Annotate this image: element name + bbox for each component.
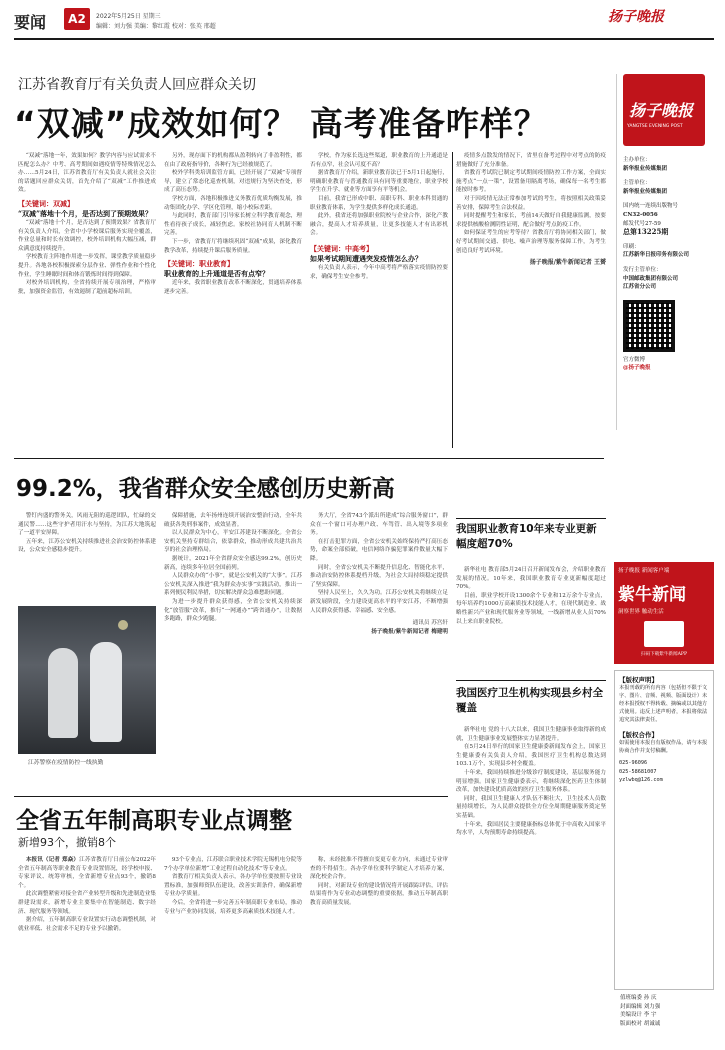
header-rule [14,38,714,40]
distributor-label: 发行主管单位： [623,266,662,273]
org-name: 新华报业传媒集团 [623,188,668,195]
logo-text: 扬子晚报 [629,101,694,120]
notice-tel[interactable]: 025-96096 [619,760,648,766]
story1-question-1: “双减”落地十个月，是否达到了预期效果？ [18,208,153,218]
story1-column-4: 疫情多点散发的情况下，省里在备考过程中对考点的防疫措施做好了充分准备。 省教育考试院已制定考试期间疫情防控工作方案，全面实施考点“一点一策”，设置备用隔离考场，确保每一名考生都能按时参考。 对于因疫情无法正常参加考试的考生，将按照相关政策妥善安排，保障考生合法权益。 同时提醒考生和家长，考前14天做好自我健康监测，按要求提供核酸检测阴性证明，配合做好考点防疫工作。 如何保证考生的应考等待？省教育厅将协同相关部门，做好考试期间交通、供电、噪声治理等服务保障工作，为考生创造良好考试环境。 扬子晚报/紫牛新闻记者 王赟 [456,153,606,267]
qr-code[interactable] [623,300,675,352]
story1-question-2: 职业教育的上升通道是否有点窄？ [164,269,269,279]
story3-headline: 我国职业教育10年来专业更新幅度超70% [456,523,597,550]
story2-byline: 扬子晚报/紫牛新闻记者 梅建明 [371,628,448,635]
story5-headline: 全省五年制高职专业点调整 [16,808,292,834]
notice-box [614,670,714,990]
post-code: 邮发代号27-59 [623,220,661,227]
story1-subhead-1: 【关键词：双减】 [18,198,74,208]
story4-body: 新华社电 党的十八大以来，我国卫生健康事业取得新的成就，卫生健康事业发展整体实力显著提升。 在5月24日举行的国家卫生健康委新闻发布会上，国家卫生健康委有关负责人介绍，我国医疗卫生机构总数达到103.1万个，实现县乡村全覆盖。 十年来，我国持续推进分级诊疗制度建设，基层服务能力明显增强。国家卫生健康委表示，将继续深化医药卫生体制改革，加快建设优质高效的医疗卫生服务体系。 同时，我国卫生健康人才队伍不断壮大，卫生技术人员数量持续增长，为人民群众提供全方位全周期健康服务奠定坚实基础。 十年来，我国居民主要健康指标总体优于中高收入国家平均水平，人均预期寿命持续提高。 [456,727,606,837]
story1-lead: “双减”落地一年，效果如何？教学内容与应试需求不匹配怎么办？中考、高考期间如遇疫情等特殊情况怎么办……5月24日，江苏省教育厅有关负责人就社会关注的话题回应群众关切，首先介绍了“双减”工作推进成效。 [18,153,156,194]
page-number-badge [64,8,90,30]
photo-figure-left [48,648,78,738]
column-divider-right [452,152,453,448]
story4-top-rule [456,680,606,681]
story3-top-rule [456,518,606,519]
story1-column-1: “双减”落地一年，效果如何？教学内容与应试需求不匹配怎么办？中考、高考期间如遇疫情等特殊情况怎么办……5月24日，江苏省教育厅有关负责人就社会关注的话题回应群众关切，首先介绍了“双减”工作推进成效。 【关键词：双减】 “双减”落地十个月，是否达到了预期效果？ “双减”落地十个月，是否达到了预期效果？省教育厅有关负责人介绍，全省中小学校课后服务实现全覆盖，作业总量和时长有效调控，校外培训机构大幅压减，群众满意度持续提升。 学校教育主阵地作用进一步发挥，课堂教学质量稳步提升。各地各校积极探索分层作业、弹性作业和个性化作业，学生睡眠时间和体育锻炼时间得到保障。 对校外培训机构，全省持续开展专项治理，严格审批，加强资金监管，有效遏制了超前超标培训。 [18,153,156,295]
printer-name: 江苏新华日报印务有限公司 [623,252,690,259]
story2-photo [18,606,156,754]
staff-item-4: 版面校对 胡诚诚 [620,1020,661,1027]
app-ad-slogan: 洞察世界 触动生活 [618,609,664,615]
page-number: A2 [68,12,86,26]
story4-headline: 我国医疗卫生机构实现县乡村全覆盖 [456,687,603,714]
app-ad-title: 紫牛新闻 [618,585,686,605]
page-header [14,4,714,40]
notice-text-1: 本报刊载的所有内容（包括但不限于文字、图片、音频、视频、版面设计）未经本报授权不得转载、摘编或以其他方式使用。违反上述声明者，本报将依法追究其法律责任。 [619,685,708,723]
story2-column-3: 务大厅，全省743个派出所建成“综合服务窗口”，群众在一个窗口可办理户政、车驾管、出入境等多项业务。 在打击犯罪方面，全省公安机关始终保持严打高压态势，命案全部侦破，电信网络诈骗犯罪案件数量大幅下降。 同时，全省公安机关不断提升信息化、智能化水平，推动治安防控体系提档升级，为社会大局持续稳定提供了坚实保障。 坚持人民至上，久久为功。江苏公安机关将继续立足新发展阶段，全力建设更高水平的平安江苏，不断增强人民群众获得感、幸福感、安全感。 通讯员 苏宫轩 扬子晚报/紫牛新闻记者 梅建明 [310,513,448,635]
photo-light [118,620,128,630]
sponsor-name: 新华报业传媒集团 [623,165,668,172]
section-rule-1 [14,458,604,459]
staff-item-2: 封面编辑 刘力强 [620,1003,661,1010]
sponsor-label: 主办单位： [623,157,651,163]
app-ad-top: 扬子晚报 新闻客户端 [618,568,670,574]
logo-text-en: YANGTSE EVENING POST [627,124,683,129]
story2-reporter: 通讯员 苏宫轩 [412,620,448,627]
story2-photo-caption: 江苏警察在疫情防控一线执勤 [28,760,104,766]
story3-body: 新华社电 教育部5月24日召开新闻发布会，介绍职业教育发展的情况。10年来，我国职业教育专业更新幅度超过70%。 目前，职业学校开设1300余个专业和12万余个专业点，每年培养约1000万高素质技术技能人才，在现代制造业、战略性新兴产业和现代服务业等领域，一线新增从业人员70%以上来自职业院校。 [456,567,606,625]
story1-question-3: 如果考试期间遭遇突发疫情怎么办？ [310,253,422,263]
app-ad-bottom: 扫码下载紫牛新闻APP [640,652,688,657]
story2-headline: 99.2%，我省群众安全感创历史新高 [16,476,395,502]
story1-subhead-2: 【关键词：职业教育】 [164,259,234,269]
notice-fax[interactable]: 025-58681007 [619,768,657,775]
story1-kicker: 江苏省教育厅有关负责人回应群众关切 [18,77,256,93]
notice-title-1: 【版权声明】 [619,676,658,684]
app-ad[interactable] [614,562,714,664]
photo-figure-right [90,642,122,742]
logo-mark [623,74,705,146]
story1-subhead-3: 【关键词：中高考】 [310,243,373,253]
story1-byline: 扬子晚报/紫牛新闻记者 王赟 [529,259,606,267]
distributor-name-2: 江苏省分公司 [623,284,657,291]
weibo-handle[interactable]: @扬子晚报 [623,365,651,372]
story5-byline: 本报讯（记者 郑焱） [25,857,80,863]
story5-column-1: 本报讯（记者 郑焱）江苏省教育厅日前公布2022年全省五年制高等职业教育专业设置情况，经学校申报、专家评议、统筹审核，全省新增专业点93个，撤销8个。 此次调整紧密对接全省产业转型升级和先进制造业集群建设需求，新增专业主要集中在智能制造、数字经济、现代服务等领域。 据介绍，五年制高职专业设置实行动态调整机制，对就业率低、社会需求不足的专业予以撤销。 [18,857,156,932]
notice-title-2: 【版权合作】 [619,731,658,739]
story1-column-3: 学校，作为家长选这些渠道，职业教育的上升通道是否有点窄，社会认可度不高？ 据省教育厅介绍，新职业教育法已于5月1日起施行，明确职业教育与普通教育具有同等重要地位，职业学校学生在升学、就业等方面享有平等机会。 目前，我省已形成中职、高职专科、职业本科贯通的职业教育体系，为学生提供多样化成长通道。 此外，我省还将加强职业院校与企业合作，深化产教融合，提高人才培养质量，让更多技能人才有出彩机会。 【关键词：中高考】 如果考试期间遭遇突发疫情怎么办？ 有关负责人表示，今年中高考将严格落实疫情防控要求，确保考生安全参考。 [310,153,448,280]
distributor-name-1: 中国邮政集团有限公司 [623,275,679,282]
story5-column-2: 93个专业点，江苏联合职业技术学院无锡机电分院等7个办学单位新增“工业过程自动化技术”等专业点。 省教育厅相关负责人表示，各办学单位要按照专业设置标准，加强师资队伍建设，改善实训条件，确保新增专业办学质量。 今后，全省将进一步完善五年制高职专业布局，推动专业与产业协同发展，培养更多高素质技术技能人才。 [164,857,302,915]
org-label: 主管单位： [623,180,651,187]
notice-text-2: 如需使用本报自有版权作品，请与本报协商合作并支付稿酬。 [619,740,708,754]
logo-sidebar [616,74,714,430]
story2-column-1: 警钉内盛的警务关，风雨无阻的巡逻团队，忙碌的交通民警……这些守护者用汗水与坚持，为江苏大地筑起了一道平安屏障。 五年来，江苏公安机关持续推进社会治安防控体系建设，公众安全感稳步提升。 [18,513,156,554]
story1-column-2: 另外，现存面下的机构都从盈利转向了非盈利性，都在由了政府指导价，各种行为已经被规范了。 校外学科类培训监管方面，已经开展了“双减”专项督导，建立了常态化巡查机制，对违规行为坚决查处，形成了高压态势。 学校方面，各地积极推进义务教育优质均衡发展，推动集团化办学、学区化管理，缩小校际差距。 与此同时，教育部门引导家长树立科学教育观念，理性看待孩子成长，减轻焦虑。家校社协同育人机制不断完善。 下一步，省教育厅将继续巩固“双减”成果，深化教育教学改革，持续提升课后服务质量。 【关键词：职业教育】 职业教育的上升通道是否有点窄？ 近年来，我省职业教育改革不断深化，贯通培养体系逐步完善。 [164,153,302,295]
section-label: 要闻 [14,13,47,32]
story2-column-2: 保障措施，去年扬州连续开展治安整治行动，全年共破获各类刑事案件，成效显著。 以人民群众为中心，平安江苏建设不断深化。全省公安机关坚持专群结合，依靠群众，推动形成共建共治共享的社会治理格局。 据统计，2021年全省群众安全感达99.2%，创历史新高，连续多年位居全国前列。 人民群众办的“小事”，就是公安机关的“大事”。江苏公安机关深入推进“我为群众办实事”实践活动，推出一系列便民利民举措，切实解决群众急难愁盼问题。 为进一步提升群众获得感，全省公安机关持续深化“放管服”改革，推行“一网通办”“跨省通办”，让数据多跑路，群众少跑腿。 [164,513,302,623]
story3-intro: 新华社电 教育部5月24日召开新闻发布会，介绍职业教育发展的情况。10年来，我国职业教育专业更新幅度超过70%。 [456,567,606,591]
issue-date: 2022年5月25日 星期三 [96,13,161,20]
story1-headline: “双减”成效如何？ 高考准备咋样？ [14,104,548,143]
story5-subheadline: 新增93个，撤销8个 [18,836,116,849]
staff-item-3: 美编设计 李 宇 [620,1012,657,1019]
masthead-logo: 扬子晚报 [608,9,664,25]
app-ad-screen [644,621,684,647]
story4-intro: 新华社电 党的十八大以来，我国卫生健康事业取得新的成就，卫生健康事业发展整体实力显著提升。 [456,727,606,742]
section-rule-2 [14,796,448,797]
staff-item-1: 值班编委 孙 庆 [620,995,657,1001]
cn-number: CN32-0056 [623,211,658,218]
printer-label: 印刷： [623,243,640,250]
story5-column-3: 称，未经批准不得擅自变更专业方向，未通过专业审查的不得招生。各办学单位要科学制定人才培养方案，深化校企合作。 同时，对新设专业的建设情况将开展跟踪评估，评估结果将作为专业动态调整的重要依据，推动五年制高职教育高质量发展。 [310,857,448,906]
editor-credits: 编辑：刘力强 美编：黎红霞 校对：张英 邢超 [96,23,216,30]
weibo-label: 官方微博 [623,356,646,363]
staff-list [620,994,714,1028]
notice-email[interactable]: yzlwbq@126.com [619,777,663,784]
issue-total: 总第13225期 [623,227,669,237]
cn-label: 国内统一连续出版物号 [623,203,679,210]
